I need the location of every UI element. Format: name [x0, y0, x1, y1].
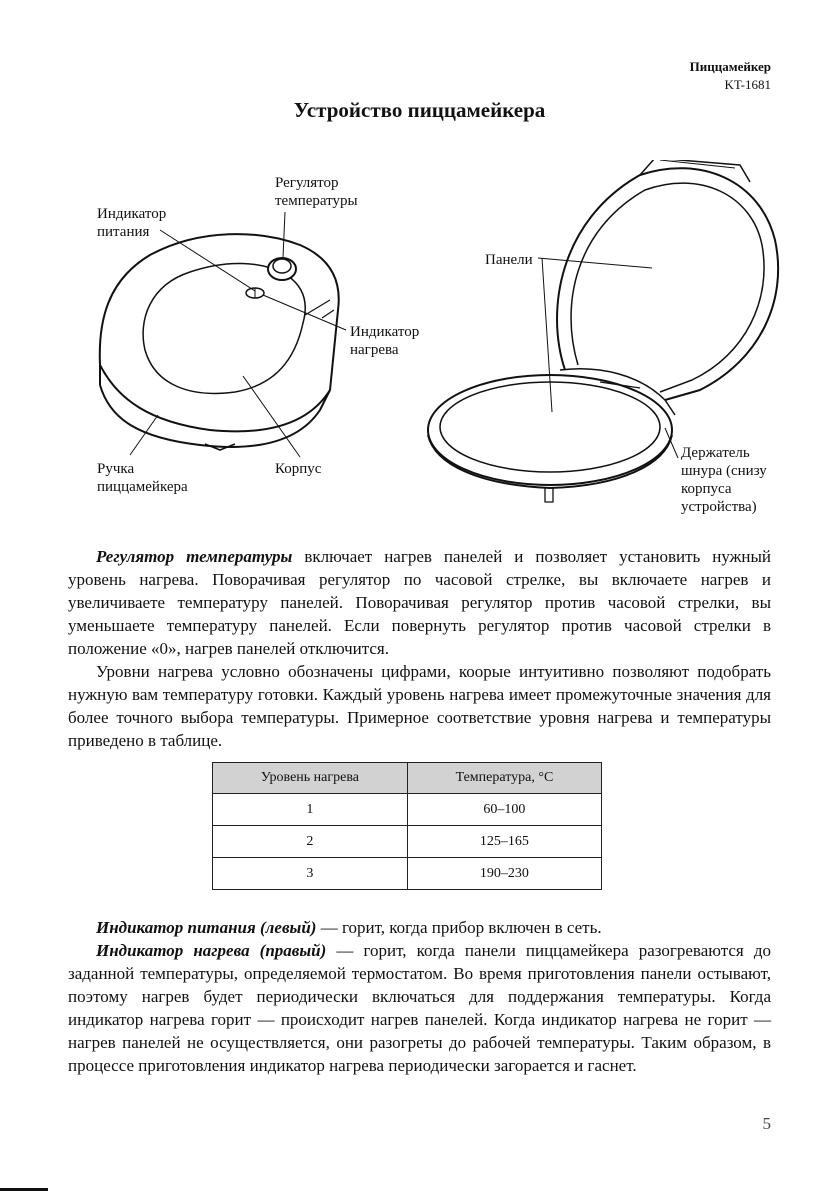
term-power-indicator: Индикатор питания (левый): [96, 918, 317, 937]
paragraph-text: включает нагрев панелей и позволяет установить нужный уровень нагрева. Поворачивая регулятор по часовой стрелке, вы включаете нагрев и увеличиваете температуру панелей. Поворачивая регулятор против часовой стрелки, вы уменьшаете температуру панелей. Если повернуть регулятор против часовой стрелки в положение «0», нагрев панелей отключится.: [68, 547, 771, 658]
table-row: [213, 858, 602, 890]
body-section-1: [68, 545, 771, 752]
table-cell: 2: [213, 826, 408, 858]
label-power-indicator: Индикатор питания: [97, 206, 167, 240]
closed-pizza-maker-illustration: [100, 234, 339, 450]
table-cell: 1: [213, 794, 408, 826]
table-row: [213, 826, 602, 858]
page-number: 5: [762, 1114, 771, 1133]
paragraph-heat-indicator: [68, 939, 771, 1077]
header-model: KT-1681: [724, 77, 771, 92]
label-temp-regulator: Регулятор температуры: [275, 175, 358, 209]
column-header: Температура, °С: [407, 763, 601, 794]
column-header: Уровень нагрева: [213, 763, 408, 794]
table-cell: 190–230: [407, 858, 601, 890]
table-cell: 60–100: [407, 794, 601, 826]
label-panels: Панели: [485, 252, 533, 268]
label-cord-holder: Держатель шнура (снизу корпуса устройства): [681, 445, 767, 515]
device-diagram: [0, 160, 839, 530]
table-cell: 125–165: [407, 826, 601, 858]
paragraph-heat-levels: Уровни нагрева условно обозначены цифрами, коорые интуитивно позволяют подобрать нужную вам температуру готовки. Каждый уровень нагрева имеет промежуточные значения для более точного выбора температуры. Примерное соответствие уровня нагрева и температуры приведено в таблице.: [68, 662, 771, 750]
term-heat-indicator: Индикатор нагрева (правый): [96, 941, 327, 960]
table-row: [213, 794, 602, 826]
label-heat-indicator: Индикатор нагрева: [350, 324, 420, 358]
header-product: Пиццамейкер: [689, 59, 771, 74]
paragraph-temp-regulator: [68, 545, 771, 660]
term-temp-regulator: Регулятор температуры: [96, 547, 293, 566]
running-header: [690, 58, 771, 94]
body-section-2: [68, 916, 771, 1077]
table-cell: 3: [213, 858, 408, 890]
table-header-row: [213, 763, 602, 794]
paragraph-text: — горит, когда панели пиццамейкера разогреваются до заданной температуры, определяемой термостатом. Во время приготовления панели остывают, поэтому нагрев будет периодически включаться для поддержания температуры. Когда индикатор нагрева горит — происходит нагрев панелей. Когда индикатор нагрева не горит — нагрев панелей не осуществляется, они разогреты до рабочей температуры. Таким образом, в процессе приготовления индикатор нагрева периодически загорается и гаснет.: [68, 941, 771, 1075]
paragraph-text: — горит, когда прибор включен в сеть.: [316, 918, 602, 937]
page-title: Устройство пиццамейкера: [293, 98, 546, 122]
label-body: Корпус: [275, 461, 322, 477]
heat-level-table: [212, 762, 602, 890]
paragraph-power-indicator: [68, 916, 771, 939]
label-handle: Ручка пиццамейкера: [97, 461, 188, 495]
